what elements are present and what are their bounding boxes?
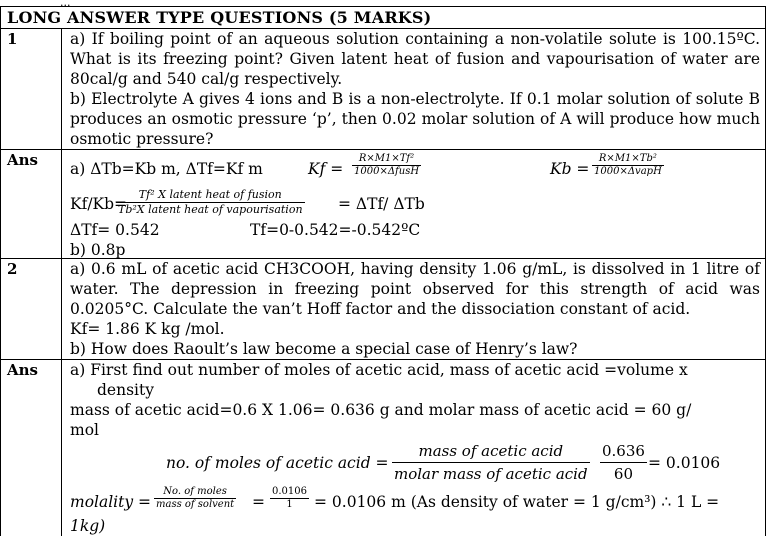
answer-row-2 bbox=[1, 360, 766, 537]
tf-value: Tf=0-0.542=-0.542ºC bbox=[250, 221, 421, 239]
answer-row-1 bbox=[1, 150, 766, 259]
question-text bbox=[62, 29, 766, 150]
molality-result: = 0.0106 m (As density of water = 1 g/cm³) ∴ 1 L = bbox=[314, 493, 720, 511]
moles-fraction: mass of acetic acid molar mass of acetic acid bbox=[394, 442, 588, 483]
molality-fraction-values: $\frac{0.0106}{1}$ bbox=[272, 486, 307, 510]
answer-line-3: mass of acetic acid=0.6 X 1.06= 0.636 g and molar mass of acetic acid = 60 g/ bbox=[70, 401, 692, 419]
answer-label: Ans bbox=[1, 150, 62, 259]
ratio-fraction: Tf² X latent heat of fusion Tb²X latent heat of vapourisation bbox=[118, 188, 303, 216]
answer-part-b: b) 0.8p bbox=[70, 241, 126, 259]
answer-text bbox=[62, 150, 766, 259]
kb-fraction: R×M1×Tb² 1000×ΔvapH bbox=[594, 153, 662, 177]
question-number: 1 bbox=[1, 29, 62, 150]
questions-table bbox=[0, 6, 766, 536]
section-header: LONG ANSWER TYPE QUESTIONS (5 MARKS) bbox=[1, 7, 766, 29]
molality-lhs: molality = bbox=[70, 493, 152, 511]
answer-line-3 bbox=[70, 220, 760, 240]
kf-label: Kf = bbox=[308, 160, 344, 178]
molality-fraction: No. of moles mass of solvent bbox=[156, 486, 235, 510]
answer-last-line: 1kg) bbox=[70, 517, 106, 535]
answer-line-2: density bbox=[97, 381, 154, 399]
question-part-b: b) How does Raoult’s law become a special case of Henry’s law? bbox=[70, 340, 578, 358]
answer-text bbox=[62, 360, 766, 537]
delta-tf: ΔTf= 0.542 bbox=[70, 221, 160, 239]
question-number: 2 bbox=[1, 259, 62, 360]
kb-label: Kb = bbox=[550, 160, 590, 178]
equals-sign: = bbox=[252, 493, 265, 511]
formula-dt: a) ΔTb=Kb m, ΔTf=Kf m bbox=[70, 160, 263, 178]
answer-line-4: mol bbox=[70, 421, 99, 439]
question-part-a: a) 0.6 mL of acetic acid CH3COOH, having density 1.06 g/mL, is dissolved in 1 litre of water. The depression in freezing point observed for this strength of acid was 0.0205°C. Calculate the van’t Hoff factor and the dissociation constant of acid. bbox=[70, 260, 760, 318]
moles-result: = 0.0106 bbox=[648, 454, 721, 472]
answer-line-2 bbox=[70, 186, 760, 220]
answer-line-1 bbox=[70, 152, 760, 186]
moles-fraction-values: $\frac{0.636}{60}$ bbox=[602, 442, 645, 483]
question-row-1 bbox=[1, 29, 766, 150]
answer-line-1: a) First find out number of moles of acetic acid, mass of acetic acid =volume x bbox=[70, 361, 688, 379]
ratio-label: Kf/Kb= bbox=[70, 195, 128, 213]
question-kf: Kf= 1.86 K kg /mol. bbox=[70, 320, 225, 338]
answer-label: Ans bbox=[1, 360, 62, 537]
question-part-a: a) If boiling point of an aqueous solution containing a non-volatile solute is 100.15ºC. What is its freezing point? Given latent heat of fusion and vapourisation of water are 80cal/g and 540 cal/g respectively. bbox=[70, 30, 760, 88]
moles-equation bbox=[70, 440, 760, 486]
moles-lhs: no. of moles of acetic acid = bbox=[166, 454, 389, 472]
kf-fraction: R×M1×Tf² 1000×ΔfusH bbox=[354, 153, 420, 177]
question-part-b: b) Electrolyte A gives 4 ions and B is a non-electrolyte. If 0.1 molar solution of solute B produces an osmotic pressure ‘p’, then 0.02 molar solution of A will produce how much osmotic pressure? bbox=[70, 90, 760, 148]
question-text bbox=[62, 259, 766, 360]
top-fragment: ... bbox=[60, 0, 71, 9]
ratio-rhs: = ΔTf/ ΔTb bbox=[338, 195, 425, 213]
molality-equation bbox=[70, 486, 760, 516]
question-row-2 bbox=[1, 259, 766, 360]
